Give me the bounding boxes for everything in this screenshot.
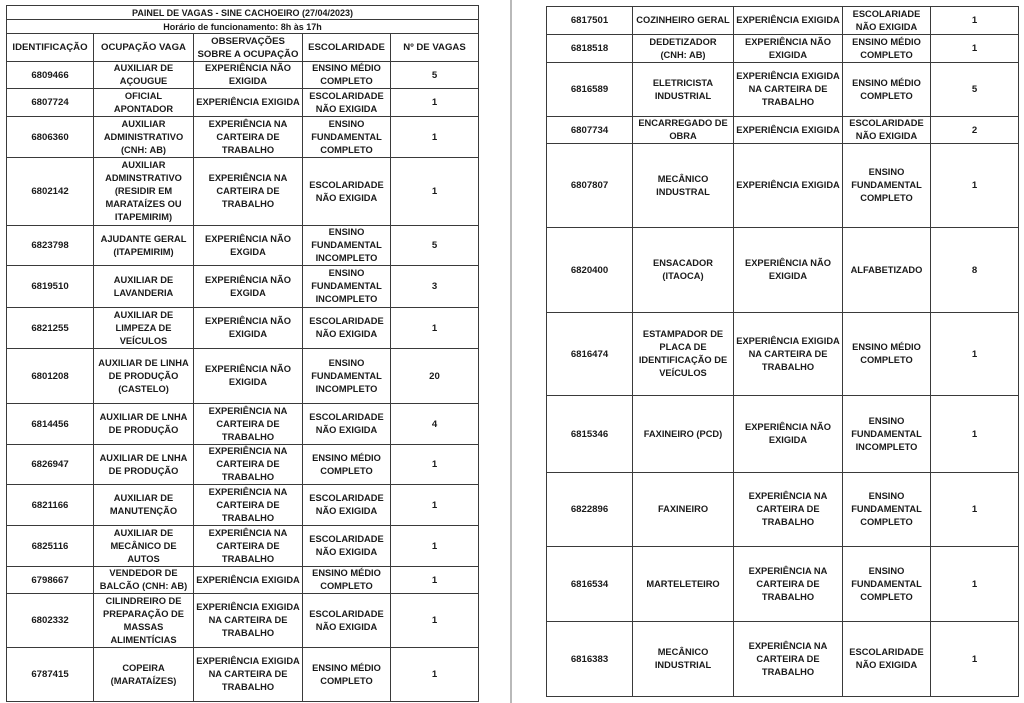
job-occupation: MECÂNICO INDUSTRAL: [633, 144, 734, 228]
table-row: [7, 648, 479, 702]
job-notes: EXPERIÊNCIA EXIGIDA: [734, 117, 843, 144]
job-occupation: AUXILIAR DE MECÂNICO DE AUTOS: [94, 526, 194, 567]
job-occupation: DEDETIZADOR (CNH: AB): [633, 35, 734, 63]
table-row: [7, 158, 479, 226]
job-vacancies: 1: [391, 648, 479, 702]
job-vacancies: 5: [931, 63, 1019, 117]
job-id: 6820400: [547, 228, 633, 313]
job-schooling: ESCOLARIDADE NÃO EXIGIDA: [303, 404, 391, 445]
table-row: [7, 89, 479, 117]
job-occupation: AUXILIAR ADMINISTRATIVO (CNH: AB): [94, 117, 194, 158]
table-row: [7, 594, 479, 648]
job-schooling: ENSINO MÉDIO COMPLETO: [843, 313, 931, 396]
job-occupation: AUXILIAR DE LINHA DE PRODUÇÃO (CASTELO): [94, 349, 194, 404]
job-vacancies: 1: [931, 35, 1019, 63]
job-notes: EXPERIÊNCIA NA CARTEIRA DE TRABALHO: [734, 622, 843, 697]
job-vacancies: 1: [391, 117, 479, 158]
job-schooling: ESCOLARIDADE NÃO EXIGIDA: [303, 308, 391, 349]
job-id: 6826947: [7, 445, 94, 485]
job-id: 6802142: [7, 158, 94, 226]
job-schooling: ESCOLARIDADE NÃO EXIGIDA: [303, 89, 391, 117]
job-notes: EXPERIÊNCIA NA CARTEIRA DE TRABALHO: [734, 473, 843, 547]
job-id: 6818518: [547, 35, 633, 63]
job-occupation: ESTAMPADOR DE PLACA DE IDENTIFICAÇÃO DE VEÍCULOS: [633, 313, 734, 396]
job-id: 6821166: [7, 485, 94, 526]
job-notes: EXPERIÊNCIA NÃO EXIGIDA: [734, 228, 843, 313]
table-row: [547, 622, 1019, 697]
job-notes: EXPERIÊNCIA EXIGIDA: [734, 144, 843, 228]
job-vacancies: 1: [391, 485, 479, 526]
table-row: [7, 226, 479, 266]
job-occupation: AJUDANTE GERAL (ITAPEMIRIM): [94, 226, 194, 266]
job-id: 6817501: [547, 7, 633, 35]
job-id: 6823798: [7, 226, 94, 266]
page-divider: [510, 0, 512, 703]
job-notes: EXPERIÊNCIA NÃO EXIGIDA: [734, 35, 843, 63]
job-id: 6825116: [7, 526, 94, 567]
job-schooling: ESCOLARIDADE NÃO EXIGIDA: [843, 117, 931, 144]
job-schooling: ENSINO MÉDIO COMPLETO: [303, 62, 391, 89]
job-notes: EXPERIÊNCIA NÃO EXGIDA: [194, 226, 303, 266]
job-id: 6807724: [7, 89, 94, 117]
table-row: [547, 228, 1019, 313]
table-row: [547, 35, 1019, 63]
job-id: 6807807: [547, 144, 633, 228]
job-occupation: AUXILIAR DE LNHA DE PRODUÇÃO: [94, 445, 194, 485]
table-row: [7, 567, 479, 594]
job-occupation: AUXILIAR DE AÇOUGUE: [94, 62, 194, 89]
job-occupation: AUXILIAR DE MANUTENÇÃO: [94, 485, 194, 526]
job-notes: EXPERIÊNCIA EXIGIDA NA CARTEIRA DE TRABALHO: [194, 648, 303, 702]
job-notes: EXPERIÊNCIA EXIGIDA NA CARTEIRA DE TRABALHO: [734, 63, 843, 117]
table-row: [7, 349, 479, 404]
job-id: 6798667: [7, 567, 94, 594]
job-notes: EXPERIÊNCIA NA CARTEIRA DE TRABALHO: [194, 404, 303, 445]
table-row: [7, 266, 479, 308]
job-occupation: ENCARREGADO DE OBRA: [633, 117, 734, 144]
job-vacancies: 1: [391, 158, 479, 226]
job-id: 6807734: [547, 117, 633, 144]
job-notes: EXPERIÊNCIA NA CARTEIRA DE TRABALHO: [194, 117, 303, 158]
job-occupation: COZINHEIRO GERAL: [633, 7, 734, 35]
job-vacancies: 20: [391, 349, 479, 404]
job-occupation: AUXILIAR ADMINSTRATIVO (RESIDIR EM MARATAÍZES OU ITAPEMIRIM): [94, 158, 194, 226]
table-row: [547, 313, 1019, 396]
job-schooling: ESCOLARIDADE NÃO EXIGIDA: [303, 594, 391, 648]
job-occupation: AUXILIAR DE LAVANDERIA: [94, 266, 194, 308]
job-schooling: ESCOLARIDADE NÃO EXIGIDA: [843, 622, 931, 697]
job-notes: EXPERIÊNCIA NÃO EXIGIDA: [194, 308, 303, 349]
table-row: [7, 308, 479, 349]
table-row: [7, 526, 479, 567]
job-notes: EXPERIÊNCIA NA CARTEIRA DE TRABALHO: [194, 445, 303, 485]
job-vacancies: 2: [931, 117, 1019, 144]
job-id: 6802332: [7, 594, 94, 648]
job-id: 6816589: [547, 63, 633, 117]
column-header-occupation: OCUPAÇÃO VAGA: [94, 34, 194, 62]
table-row: [547, 117, 1019, 144]
column-header-identification: IDENTIFICAÇÃO: [7, 34, 94, 62]
job-id: 6821255: [7, 308, 94, 349]
job-schooling: ENSINO FUNDAMENTAL COMPLETO: [843, 473, 931, 547]
job-notes: EXPERIÊNCIA EXIGIDA: [194, 567, 303, 594]
job-schooling: ESCOLARIADE NÃO EXIGIDA: [843, 7, 931, 35]
column-header-vacancies: Nº DE VAGAS: [391, 34, 479, 62]
job-id: 6816534: [547, 547, 633, 622]
job-occupation: FAXINEIRO: [633, 473, 734, 547]
job-id: 6815346: [547, 396, 633, 473]
job-notes: EXPERIÊNCIA NA CARTEIRA DE TRABALHO: [194, 485, 303, 526]
table-row: [7, 445, 479, 485]
job-vacancies: 8: [931, 228, 1019, 313]
vacancy-table-page-1: [6, 5, 479, 702]
column-header-schooling: ESCOLARIDADE: [303, 34, 391, 62]
job-occupation: COPEIRA (MARATAÍZES): [94, 648, 194, 702]
job-notes: EXPERIÊNCIA NÃO EXIGIDA: [194, 349, 303, 404]
job-id: 6806360: [7, 117, 94, 158]
table-row: [7, 62, 479, 89]
job-schooling: ENSINO FUNDAMENTAL INCOMPLETO: [303, 226, 391, 266]
table-row: [547, 63, 1019, 117]
job-occupation: MARTELETEIRO: [633, 547, 734, 622]
job-notes: EXPERIÊNCIA EXIGIDA NA CARTEIRA DE TRABALHO: [734, 313, 843, 396]
job-vacancies: 1: [391, 526, 479, 567]
job-schooling: ESCOLARIDADE NÃO EXIGIDA: [303, 526, 391, 567]
job-notes: EXPERIÊNCIA NÃO EXIGIDA: [194, 62, 303, 89]
job-schooling: ENSINO FUNDAMENTAL COMPLETO: [303, 117, 391, 158]
job-vacancies: 1: [931, 313, 1019, 396]
job-occupation: VENDEDOR DE BALCÃO (CNH: AB): [94, 567, 194, 594]
job-notes: EXPERIÊNCIA NÃO EXGIDA: [194, 266, 303, 308]
job-vacancies: 1: [931, 7, 1019, 35]
job-occupation: AUXILIAR DE LIMPEZA DE VEÍCULOS: [94, 308, 194, 349]
job-occupation: FAXINEIRO (PCD): [633, 396, 734, 473]
job-notes: EXPERIÊNCIA NÃO EXIGIDA: [734, 396, 843, 473]
job-schooling: ENSINO FUNDAMENTAL COMPLETO: [843, 547, 931, 622]
job-notes: EXPERIÊNCIA EXIGIDA NA CARTEIRA DE TRABALHO: [194, 594, 303, 648]
job-vacancies: 1: [391, 308, 479, 349]
job-notes: EXPERIÊNCIA EXIGIDA: [734, 7, 843, 35]
job-schooling: ESCOLARIDADE NÃO EXIGIDA: [303, 158, 391, 226]
job-vacancies: 1: [391, 594, 479, 648]
opening-hours: Horário de funcionamento: 8h às 17h: [7, 20, 479, 34]
table-row: [547, 144, 1019, 228]
job-vacancies: 1: [391, 89, 479, 117]
job-occupation: ENSACADOR (ITAOCA): [633, 228, 734, 313]
job-vacancies: 1: [931, 622, 1019, 697]
job-schooling: ESCOLARIDADE NÃO EXIGIDA: [303, 485, 391, 526]
job-notes: EXPERIÊNCIA NA CARTEIRA DE TRABALHO: [734, 547, 843, 622]
job-schooling: ENSINO FUNDAMENTAL INCOMPLETO: [303, 266, 391, 308]
job-id: 6787415: [7, 648, 94, 702]
document-title: PAINEL DE VAGAS - SINE CACHOEIRO (27/04/2023): [7, 6, 479, 20]
job-notes: EXPERIÊNCIA EXIGIDA: [194, 89, 303, 117]
column-header-notes: OBSERVAÇÕES SOBRE A OCUPAÇÃO: [194, 34, 303, 62]
job-occupation: AUXILIAR DE LNHA DE PRODUÇÃO: [94, 404, 194, 445]
table-row: [7, 117, 479, 158]
table-row: [7, 404, 479, 445]
table-row: [547, 7, 1019, 35]
job-occupation: ELETRICISTA INDUSTRIAL: [633, 63, 734, 117]
job-vacancies: 5: [391, 226, 479, 266]
job-schooling: ENSINO FUNDAMENTAL INCOMPLETO: [843, 396, 931, 473]
job-vacancies: 1: [391, 445, 479, 485]
job-vacancies: 5: [391, 62, 479, 89]
job-schooling: ENSINO MÉDIO COMPLETO: [303, 648, 391, 702]
job-id: 6822896: [547, 473, 633, 547]
job-schooling: ENSINO MÉDIO COMPLETO: [843, 35, 931, 63]
job-schooling: ENSINO MÉDIO COMPLETO: [303, 445, 391, 485]
job-schooling: ENSINO MÉDIO COMPLETO: [843, 63, 931, 117]
job-vacancies: 4: [391, 404, 479, 445]
job-id: 6819510: [7, 266, 94, 308]
job-id: 6816474: [547, 313, 633, 396]
job-schooling: ENSINO FUNDAMENTAL INCOMPLETO: [303, 349, 391, 404]
job-id: 6801208: [7, 349, 94, 404]
job-occupation: OFICIAL APONTADOR: [94, 89, 194, 117]
job-schooling: ENSINO MÉDIO COMPLETO: [303, 567, 391, 594]
job-occupation: MECÂNICO INDUSTRIAL: [633, 622, 734, 697]
job-schooling: ALFABETIZADO: [843, 228, 931, 313]
table-row: [547, 473, 1019, 547]
job-schooling: ENSINO FUNDAMENTAL COMPLETO: [843, 144, 931, 228]
job-notes: EXPERIÊNCIA NA CARTEIRA DE TRABALHO: [194, 158, 303, 226]
job-id: 6809466: [7, 62, 94, 89]
job-vacancies: 1: [931, 547, 1019, 622]
job-notes: EXPERIÊNCIA NA CARTEIRA DE TRABALHO: [194, 526, 303, 567]
table-row: [547, 547, 1019, 622]
job-vacancies: 1: [931, 473, 1019, 547]
job-vacancies: 3: [391, 266, 479, 308]
job-vacancies: 1: [391, 567, 479, 594]
job-vacancies: 1: [931, 396, 1019, 473]
job-vacancies: 1: [931, 144, 1019, 228]
table-row: [7, 485, 479, 526]
table-row: [547, 396, 1019, 473]
vacancy-table-page-2: [546, 6, 1019, 697]
job-id: 6816383: [547, 622, 633, 697]
job-occupation: CILINDREIRO DE PREPARAÇÃO DE MASSAS ALIMENTÍCIAS: [94, 594, 194, 648]
job-id: 6814456: [7, 404, 94, 445]
